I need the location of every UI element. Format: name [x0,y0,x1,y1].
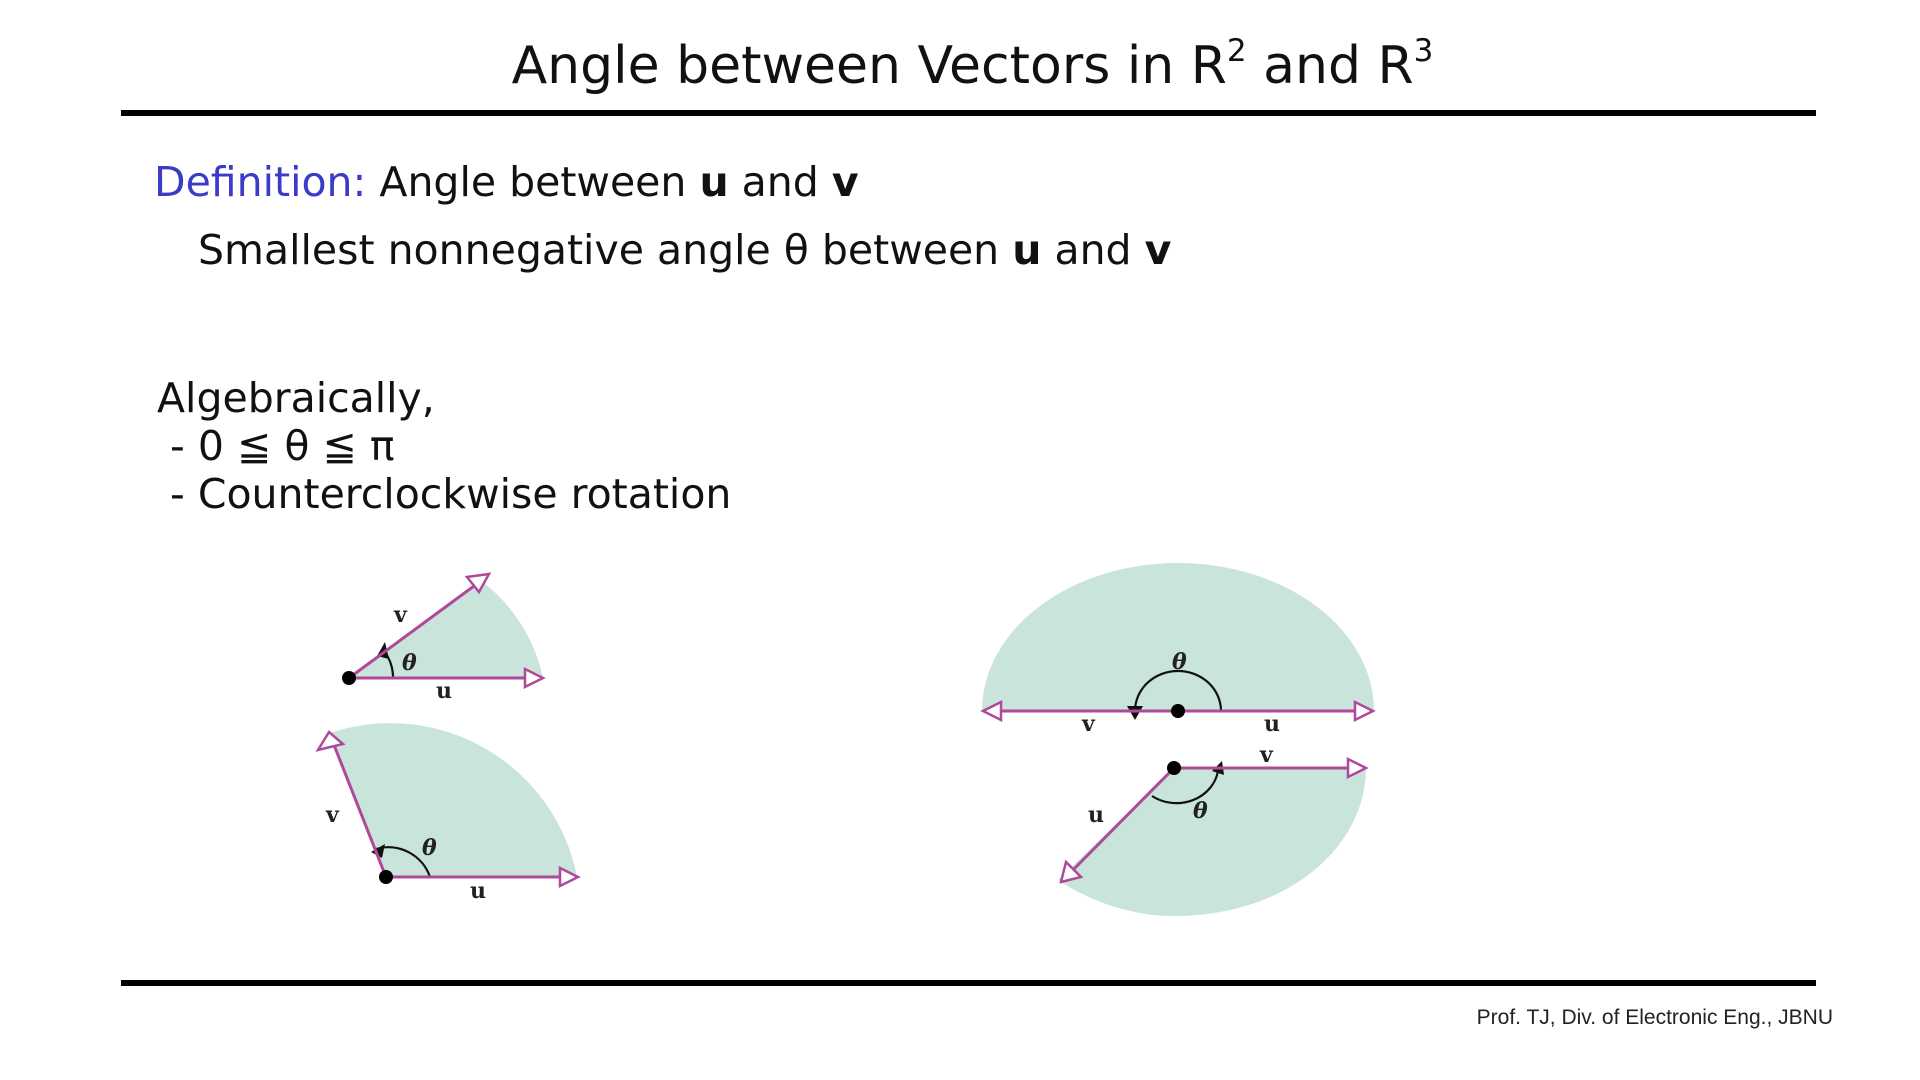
figure-acute-angle [342,574,543,704]
angle-sector [349,580,543,678]
label-theta: θ [1172,649,1187,675]
origin-point [1167,761,1181,775]
label-u: u [1088,802,1104,828]
definition-description: Smallest nonnegative angle θ between u and v [198,226,1172,274]
figure-wide-angle [1058,742,1366,916]
label-u: u [436,678,452,704]
figure-straight-angle [982,563,1374,737]
origin-point [1171,704,1185,718]
label-u: u [470,878,486,904]
definition-line: Definition: Angle between u and v [154,158,859,206]
origin-point [379,870,393,884]
angle-sector [982,563,1374,711]
label-v: v [394,602,407,628]
label-v: v [1260,742,1273,768]
label-v: v [1082,711,1095,737]
label-u: u [1264,711,1280,737]
algebraic-heading: Algebraically, [157,374,435,422]
arc-arrowhead [1127,706,1143,720]
definition-label: Definition: [154,158,367,206]
angle-sector [330,723,577,877]
label-theta: θ [1193,798,1208,824]
condition-range: - 0 ≦ θ ≦ π [170,422,395,470]
figure-obtuse-angle [318,723,578,904]
label-theta: θ [422,835,437,861]
condition-rotation: - Counterclockwise rotation [170,470,732,518]
footer-divider [121,980,1816,986]
footer-credit: Prof. TJ, Div. of Electronic Eng., JBNU [1476,1006,1833,1029]
label-theta: θ [402,650,417,676]
angle-sector [1058,768,1366,916]
origin-point [342,671,356,685]
label-v: v [326,802,339,828]
slide-title: Angle between Vectors in $R^2$ and $R^3$ [511,33,1434,96]
